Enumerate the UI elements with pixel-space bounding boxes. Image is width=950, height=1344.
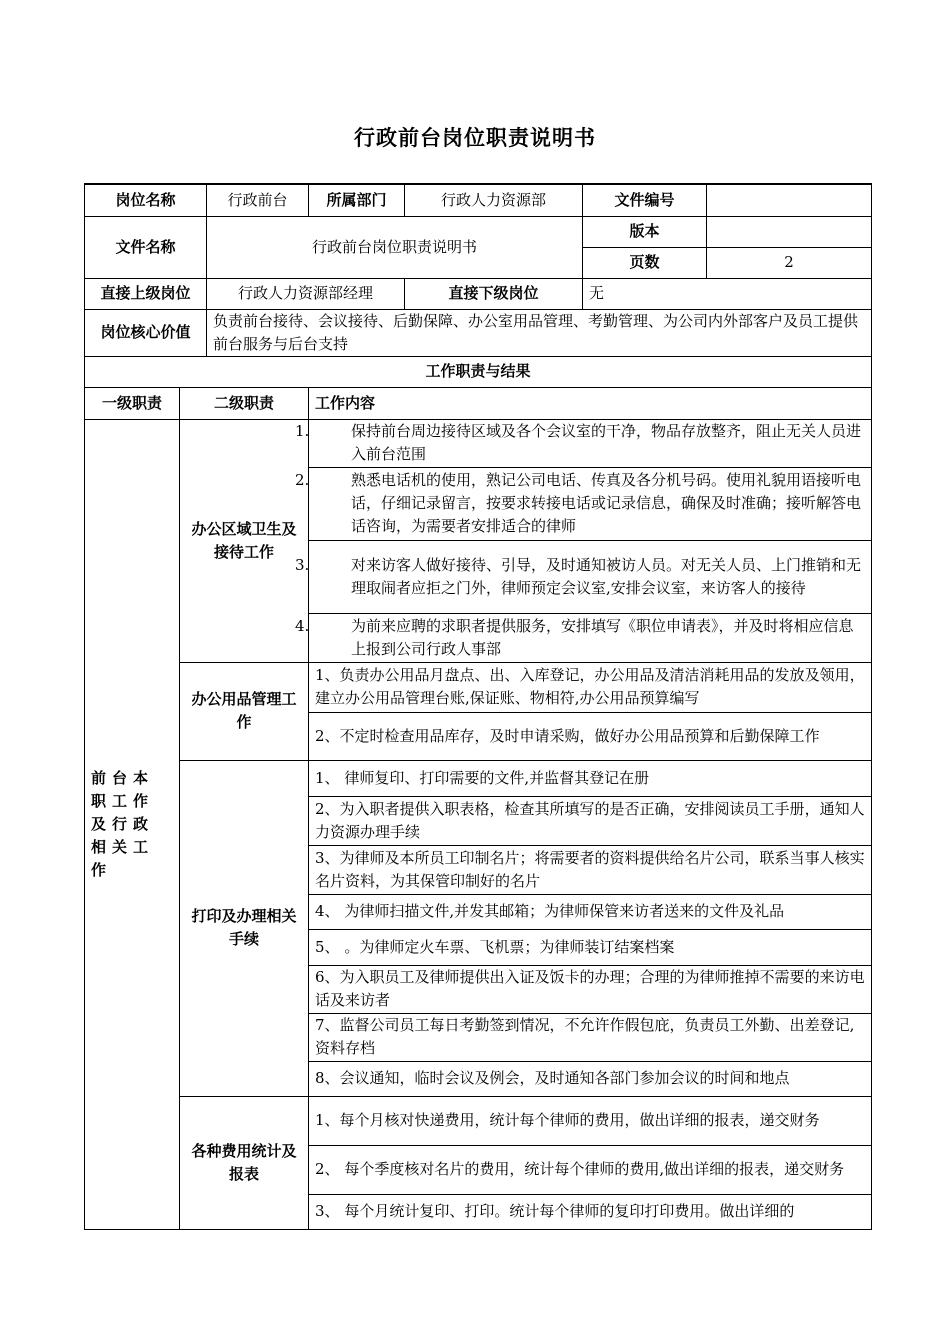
duty-item <box>295 419 872 467</box>
core-value-label: 岗位核心价值 <box>85 309 207 356</box>
duty-item: 3、 每个月统计复印、打印。统计每个律师的复印打印费用。做出详细的 <box>309 1194 872 1229</box>
col-secondary-header: 二级职责 <box>180 387 309 419</box>
section-title: 工作职责与结果 <box>85 356 872 387</box>
page-title: 行政前台岗位职责说明书 <box>354 126 596 150</box>
department-value: 行政人力资源部 <box>405 184 583 216</box>
duty-item: 6、为入职员工及律师提供出入证及饭卡的办理；合理的为律师推掉不需要的来访电话及来访者 <box>309 965 872 1013</box>
secondary-duty: 办公区域卫生及接待工作 <box>180 419 309 662</box>
item-text: 对来访客人做好接待、引导，及时通知被访人员。对无关人员、上门推销和无理取闹者应拒之门外，律师预定会议室,安排会议室，来访客人的接待 <box>351 555 862 597</box>
item-number: 2. <box>295 471 310 489</box>
duty-item: 1、 律师复印、打印需要的文件,并监督其登记在册 <box>309 760 872 796</box>
header-row-2 <box>85 216 872 247</box>
table-row <box>85 1096 872 1145</box>
superior-label: 直接上级岗位 <box>85 278 207 309</box>
item-number: 3. <box>295 555 310 574</box>
col-primary-header: 一级职责 <box>85 387 180 419</box>
item-number: 1. <box>295 422 310 440</box>
item-text: 为前来应聘的求职者提供服务，安排填写《职位申请表》，并及时将相应信息上报到公司行政人事部 <box>351 616 854 658</box>
table-row <box>85 662 872 712</box>
section-title-row <box>85 356 872 387</box>
doc-number-label: 文件编号 <box>583 184 707 216</box>
department-label: 所属部门 <box>309 184 405 216</box>
duty-item <box>295 540 872 613</box>
duty-item: 2、不定时检查用品库存，及时申请采购，做好办公用品预算和后勤保障工作 <box>309 712 872 760</box>
duty-item: 2、为入职者提供入职表格，检查其所填写的是否正确，安排阅读员工手册，通知人力资源办理手续 <box>309 796 872 845</box>
column-header-row <box>85 387 872 419</box>
secondary-duty: 打印及办理相关手续 <box>180 760 309 1096</box>
duty-item: 5、 。为律师定火车票、飞机票；为律师装订结案档案 <box>309 929 872 965</box>
item-text: 熟悉电话机的使用，熟记公司电话、传真及各分机号码。使用礼貌用语接听电话，仔细记录留言，按要求转接电话或记录信息，确保及时准确；接听解答电话咨询，为需要者安排适合的律师 <box>351 471 862 535</box>
item-text: 保持前台周边接待区域及各个会议室的干净，物品存放整齐，阻止无关人员进入前台范围 <box>351 422 862 463</box>
primary-duty: 前台本职工作及行政相关工作 <box>85 419 180 1229</box>
duty-item: 2、 每个季度核对名片的费用，统计每个律师的费用,做出详细的报表，递交财务 <box>309 1145 872 1194</box>
col-content-header: 工作内容 <box>309 387 872 419</box>
subordinate-value: 无 <box>583 278 872 309</box>
position-name-value: 行政前台 <box>207 184 309 216</box>
doc-number-value <box>707 184 872 216</box>
superior-value: 行政人力资源部经理 <box>207 278 405 309</box>
header-row-1 <box>85 184 872 216</box>
core-value-text: 负责前台接待、会议接待、后勤保障、办公室用品管理、考勤管理、为公司内外部客户及员工提供前台服务与后台支持 <box>207 309 872 356</box>
table-row <box>85 760 872 796</box>
position-name-label: 岗位名称 <box>85 184 207 216</box>
doc-name-value: 行政前台岗位职责说明书 <box>207 216 583 278</box>
version-value <box>707 216 872 247</box>
secondary-duty: 办公用品管理工作 <box>180 662 309 760</box>
duty-item <box>295 467 872 540</box>
version-label: 版本 <box>583 216 707 247</box>
header-row-5 <box>85 309 872 356</box>
job-description-table <box>84 183 872 1230</box>
duty-item: 1、负责办公用品月盘点、出、入库登记，办公用品及清洁消耗用品的发放及领用，建立办公用品管理台账,保证账、物相符,办公用品预算编写 <box>309 662 872 712</box>
secondary-duty: 各种费用统计及报表 <box>180 1096 309 1229</box>
item-number: 4. <box>295 616 310 635</box>
duty-item: 3、为律师及本所员工印制名片；将需要者的资料提供给名片公司，联系当事人核实名片资料，为其保管印制好的名片 <box>309 845 872 894</box>
header-row-4 <box>85 278 872 309</box>
doc-name-label: 文件名称 <box>85 216 207 278</box>
duty-item <box>295 613 872 662</box>
table-row <box>85 419 872 467</box>
pages-value: 2 <box>707 247 872 278</box>
pages-label: 页数 <box>583 247 707 278</box>
subordinate-label: 直接下级岗位 <box>405 278 583 309</box>
duty-item: 4、 为律师扫描文件,并发其邮箱；为律师保管来访者送来的文件及礼品 <box>309 894 872 929</box>
duty-item: 1、每个月核对快递费用，统计每个律师的费用，做出详细的报表，递交财务 <box>309 1096 872 1145</box>
duty-item: 8、会议通知，临时会议及例会，及时通知各部门参加会议的时间和地点 <box>309 1061 872 1096</box>
duty-item: 7、监督公司员工每日考勤签到情况，不允许作假包庇，负责员工外勤、出差登记,资料存档 <box>309 1013 872 1061</box>
